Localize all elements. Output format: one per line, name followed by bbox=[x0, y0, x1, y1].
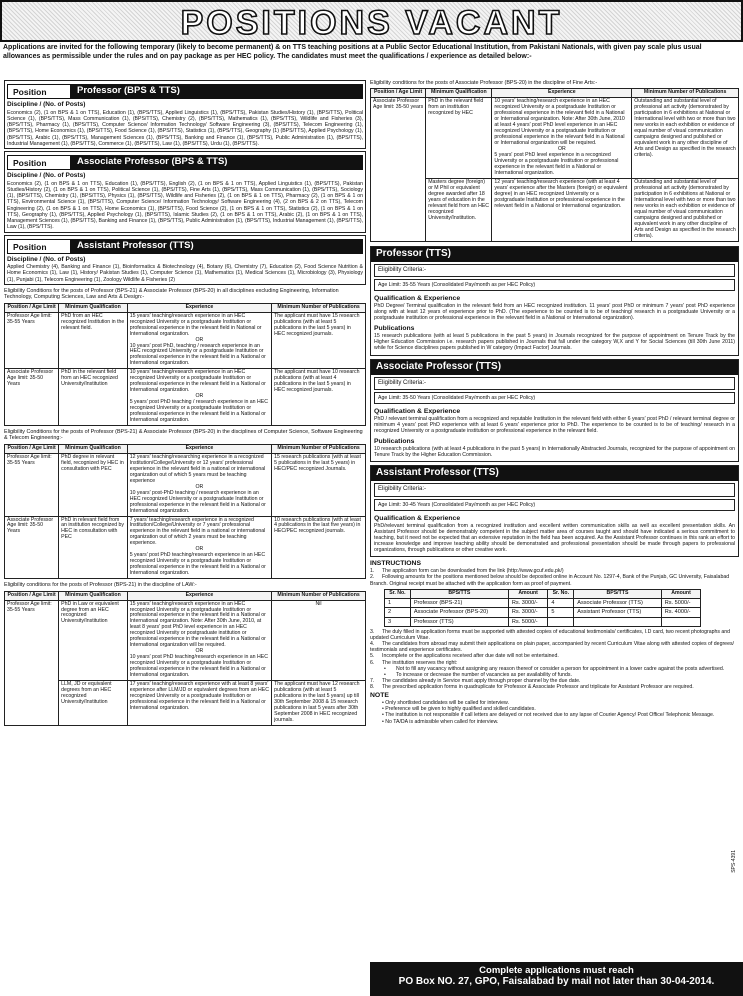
experience-option: 12 years' teaching/research experience (with at least 4 years' experience after the Masters (foreign) or equivalent degree) in an HEC recognized University or a postgraduate Institution or professional experience in the relevant field in a National or International organization. bbox=[494, 178, 628, 209]
qualification-cell: PhD degree in relevant field, recognized by HEC in consultation with PEC bbox=[59, 453, 128, 516]
or-divider: OR bbox=[557, 146, 566, 153]
col-header: Experience bbox=[127, 591, 271, 600]
experience-cell bbox=[492, 178, 632, 241]
position-title: Assistant Professor (TTS) bbox=[71, 239, 363, 254]
discipline-list: Economics (2), (1 on BPS & 1 on TTS), Education (1), (BPS/TTS), Applied Linguistics (1), (BPS/TTS), Pakistan Studies/History (1), (BPS/TTS), Political Science (1), (BPS/TTS), Mass Communication (1), (BPS/TTS), Chemistry (2), (BPS/TTS), Mathematics (1), (BPS/TTS), Wildlife and Fisheries (3), (BPS/TTS), Pharmacy (1), (BPS/TTS), Computer Science/ Information Technology/ Software Engineering (3), (BPS/TTS), Telecom Engineering (1), (BPS/TTS), Home Economics (1), (BPS/TTS), Food Science (1), (BPS/TTS), Statistics (1), (BPS/TTS), Geography (1) (BPS/TTS), Applied Psychology (1), (BPS/TTS), Arabic (1), (BPS/TTS), Management Sciences (1), (BPS/TTS), Banking and Finance (1), (BPS/TTS), Public Administration (1), (BPS/TTS), Industrial Management (1), (BPS/TTS), Commerce (1), (BPS/TTS), Law (1), (BPS/TTS), Urdu (1), (BPS/TTS). bbox=[7, 109, 363, 147]
experience-cell bbox=[127, 453, 271, 516]
tts-assistant-block bbox=[370, 465, 739, 557]
note-item: • Preference will be given to highly qualified and skilled candidates. bbox=[382, 706, 536, 713]
eligibility-table-computing bbox=[4, 444, 366, 579]
table-caption: Eligibility conditions for the posts of Associate Professor (BPS-20) in the discipline of Fine Arts:- bbox=[370, 80, 598, 86]
instruction-item: • Not to fill any vacancy without assigning any reason thereof or consider a person for appointment in a lower cadre against the posts advertised. bbox=[384, 665, 725, 672]
eligibility-table-fine-arts bbox=[370, 88, 739, 241]
table-row bbox=[5, 600, 366, 681]
table-row bbox=[5, 453, 366, 516]
section-title: Professor (TTS) bbox=[371, 247, 738, 262]
position-block-associate bbox=[4, 151, 366, 233]
position-cell: Associate Professor Age limit: 35-50 years bbox=[371, 98, 426, 241]
eligibility-table-general bbox=[4, 303, 366, 426]
col-header: Minimum Qualification bbox=[59, 303, 128, 312]
discipline-heading: Discipline / (No. of Posts) bbox=[7, 255, 86, 263]
section-title: Assistant Professor (TTS) bbox=[371, 466, 738, 481]
position-label: Position bbox=[7, 155, 71, 170]
position-cell: Associate Professor Age limit: 35-50 Years bbox=[5, 369, 59, 426]
position-title: Professor (BPS & TTS) bbox=[71, 84, 363, 99]
note-item: • The institution is not responsible if call letters are delayed or not received due to any lapse of Courier Agency/ Post Office/ Telephonic Message. bbox=[382, 712, 715, 719]
age-limit: Age Limit: 35-55 Years (Consolidated Pay/month as per HEC Policy) bbox=[374, 279, 735, 291]
qualification-text: PhD Degree/ Terminal qualification in the relevant field from an HEC recognized institution. 11 years' post PhD or minimum 7 years' post PhD experience along with at least 12 years of experience prior to PhD. (The experience to be counted is to be of teaching/ research in a postgraduate University or a postgraduate institution or professional experience in the relevant field in a National or International organization). bbox=[374, 302, 735, 322]
left-column bbox=[4, 80, 366, 962]
col-header: Experience bbox=[127, 303, 271, 312]
instruction-item: 8. The prescribed application forms in quadruplicate for Professor & Associate Professor and triplicate for Assistant Professor are required. bbox=[370, 684, 694, 691]
age-limit: Age Limit: 35-50 Years (Consolidated Pay/month as per HEC Policy) bbox=[374, 392, 735, 404]
qualification-cell: Masters degree (foreign) or M Phil or equivalent degree awarded after 18 years of education in the relevant field from an HEC recognized University/Institution. bbox=[426, 178, 492, 241]
col-header: Minimum Qualification bbox=[59, 444, 128, 453]
experience-option: 10 years' post PhD, teaching / research experience in an HEC recognized University or a postgraduate Institution or professional experience in the relevant field in a National or International organization. bbox=[129, 342, 266, 367]
table-row: 2 Associate Professor (BPS-20) Rs. 3000/- 5 Assistant Professor (TTS) Rs. 4000/- bbox=[385, 608, 701, 617]
col-header: Sr. No. bbox=[548, 589, 574, 598]
qualification-cell: PhD in the relevant field from an institution recognized by HEC bbox=[426, 98, 492, 179]
experience-option: 10 years' post-PhD teaching / research experience in an HEC recognized University or a postgraduate Institution or professional experience in the relevant field in a National or International organization. bbox=[129, 489, 266, 514]
col-header: Experience bbox=[127, 444, 271, 453]
col-header: Minimum Number of Publications bbox=[632, 89, 739, 98]
col-header: Minimum Number of Publications bbox=[272, 444, 366, 453]
table-caption: Eligibility conditions for the posts of Professor (BPS-21) in the discipline of LAW:- bbox=[4, 582, 197, 589]
experience-option: 15 years' teaching/research experience in an HEC recognized University or a postgraduate Institution or professional experience in the relevant field in a National or International organization. Note: After 30th June, 2010, at least 8 years' post PhD level experience in an HEC recognized University or postgraduate institution or professional experience in the relevant field in a National or International organization will be required. bbox=[129, 600, 266, 649]
col-header: BPS/TTS bbox=[574, 589, 662, 598]
experience-cell bbox=[127, 681, 271, 726]
table-row bbox=[5, 369, 366, 426]
publications-cell: Outstanding and substantial level of professional art activity (demonstrated by participation in 6 exhibitions at National or International level with two or more than two new works in each exhibition or evidence of equal number of visual communication campaigns designed and published or equivalent work in any other discipline of Arts and Design as specified in the research criteria). bbox=[632, 98, 739, 179]
qualification-text: PhD / relevant terminal qualification from a recognized and reputable Institution in the relevant field with either 6 years' post PhD / relevant terminal degree or minimum 4 years' post PhD experience with at least 6 years' experience prior to PhD. The experience to be counted is to be of teaching/ research in a recognized University or a postgraduate institution or professional experience in the relevant field. bbox=[374, 415, 735, 435]
eligibility-label: Eligibility Criteria:- bbox=[374, 264, 735, 277]
instruction-item: 6. The institution reserves the right: bbox=[370, 659, 458, 666]
qualification-heading: Qualification & Experience bbox=[374, 294, 461, 302]
reference-code: SPS-4391 bbox=[731, 850, 737, 873]
experience-cell bbox=[127, 600, 271, 681]
publications-cell: The applicant must have 15 research publications (with at least 5 publications in the last 5 years) in HEC recognized journals. bbox=[272, 312, 366, 369]
experience-cell bbox=[127, 369, 271, 426]
publications-cell: Nil bbox=[272, 600, 366, 681]
tts-associate-block bbox=[370, 359, 739, 463]
instructions-heading: INSTRUCTIONS bbox=[370, 560, 421, 568]
instruction-item: 5. Incomplete or the applications received after due date will not be entertained. bbox=[370, 653, 559, 660]
instruction-item: 2. Following amounts for the positions mentioned below should be deposited online in Account No. 1297-4, Bank of the Punjab, GC University, Faisalabad Branch. Original receipt must be attached with the application form as proof of payment. bbox=[370, 574, 730, 587]
publications-cell: The applicant must have 12 research publications (with at least 5 publications in the last 5 years) up till 30th September 2008 & 15 research publications in last 5 years after 30th September 2008 in HEC recognized journals. bbox=[272, 681, 366, 726]
instruction-item: 7. The candidates already in Service must apply through proper channel by the due date. bbox=[370, 677, 581, 684]
eligibility-label: Eligibility Criteria:- bbox=[374, 377, 735, 390]
col-header: Minimum Number of Publications bbox=[272, 303, 366, 312]
col-header: Amount bbox=[508, 589, 548, 598]
publications-cell: The applicant must have 10 research publications (with at least 4 publications in the last 5 years) in HEC recognized journals. bbox=[272, 369, 366, 426]
publications-cell: Outstanding and substantial level of professional art activity (demonstrated by participation in 6 exhibitions at National or International level with two or more than two new works in each exhibition or evidence of equal number of visual communication campaigns designed and published or equivalent work in any other discipline of Arts and Design as specified in the research criteria). bbox=[632, 178, 739, 241]
experience-cell bbox=[127, 312, 271, 369]
qualification-cell: LLM, JD or equivalent degrees from an HEC recognized University/Institution bbox=[59, 681, 128, 726]
or-divider: OR bbox=[195, 648, 204, 655]
instruction-item: 4. The candidates from abroad may submit their applications on plain paper, accompanied by recent Curriculum Vitae along with attested copies of degrees/ testimonials and experience certificates. bbox=[370, 641, 734, 654]
or-divider: OR bbox=[195, 336, 204, 343]
footer-line: Complete applications must reach bbox=[479, 965, 634, 976]
position-cell: Professor Age limit: 35-55 Years bbox=[5, 600, 59, 725]
experience-option: 10 years' teaching/research experience in an HEC recognized University or a postgraduate Institution or professional experience in the relevant field in a National or International organization. Note: After 30th June, 2010 at least 4 years' post PhD level experience in an HEC recognized University or a postgraduate Institution or professional experience in the relevant field in a National or International organization will be required. bbox=[494, 98, 625, 147]
qualification-cell: PhD in Law or equivalent degree from an HEC recognized University/Institution bbox=[59, 600, 128, 681]
qualification-cell: PhD from an HEC recognized Institution in the relevant field. bbox=[59, 312, 128, 369]
or-divider: OR bbox=[195, 546, 204, 553]
experience-option: 10 years' teaching/research experience in an HEC recognized University or a postgraduate Institution or professional experience in the relevant field in a National or International organization. bbox=[129, 369, 266, 394]
right-column bbox=[370, 80, 739, 960]
col-header: Experience bbox=[492, 89, 632, 98]
header-banner bbox=[0, 0, 743, 42]
col-header: BPS/TTS bbox=[410, 589, 508, 598]
table-row bbox=[5, 516, 366, 579]
publications-heading: Publications bbox=[374, 438, 415, 446]
col-header: Minimum Qualification bbox=[59, 591, 128, 600]
experience-option: 5 years' post PhD teaching/research experience in an HEC recognized University or a postgraduate Institution or professional experience in the relevant field in a National or International organization. bbox=[129, 552, 266, 577]
qualification-cell: PhD in the relevant field from an HEC recognized University/Institution bbox=[59, 369, 128, 426]
position-cell: Associate Professor Age limit: 35-50 Years bbox=[5, 516, 59, 579]
age-limit: Age Limit: 30-45 Years (Consolidated Pay/month as per HEC Policy) bbox=[374, 499, 735, 511]
note-block bbox=[370, 692, 739, 725]
position-block-assistant bbox=[4, 235, 366, 285]
table-row bbox=[5, 312, 366, 369]
publications-cell: 10 research publications (with at least 4 publications in the last five years) in HEC/PEC recognized journals. bbox=[272, 516, 366, 579]
footer-deadline: PO Box NO. 27, GPO, Faisalabad by mail not later than 30-04-2014. bbox=[398, 976, 715, 988]
table-row: 1 Professor (BPS-21) Rs. 3000/- 4 Associate Professor (TTS) Rs. 5000/- bbox=[385, 598, 701, 607]
page-title: POSITIONS VACANT bbox=[180, 4, 563, 42]
position-title: Associate Professor (BPS & TTS) bbox=[71, 155, 363, 170]
experience-option: 10 years' post PhD teaching/research experience in an HEC recognized University or a postgraduate Institution or professional experience in the relevant field in a National or International organization. bbox=[129, 654, 268, 679]
experience-option: 5 years' post PhD level experience in a recognized University or a postgraduate Institution or professional experience in the relevant field in a National or International organization. bbox=[494, 152, 619, 176]
instruction-item: 3. The duly filled in application forms must be supported with attested copies of educational testimonials/ certificates, I.D card, two recent photographs and updated Curriculum Vitae. bbox=[370, 628, 731, 642]
table-row bbox=[371, 98, 739, 179]
experience-option: 7 years' teaching/research experience in a recognized Institution/College/University or 7 years' professional experience in the relevant field in a national or international organization out of which 2 years must be teaching experience. bbox=[129, 516, 266, 547]
discipline-list: Economics (2), (1 on BPS & 1 on TTS), Education (1), (BPS/TTS), English (2), (1 on BPS & 1 on TTS), Applied Linguistics (1), (BPS/TTS), Pakistan Studies/History (2), (1 on BPS & 1 on TTS), Political Science (1), (BPS/TTS), Fine Arts (1), (BPS/TTS), Mass Communication (1), (BPS/TTS), Sociology (1), (BPS/TTS), Chemistry (1), (BPS/TTS), Physics (1), (BPS/TTS), Wildlife and Fisheries (2), (1 on BPS & 1 on TTS), Pharmacy (2), (1 on BPS & 1 on TTS), Environmental Science (1), (BPS/TTS), Computer Science/ Information Technology/ Software Engineering (4), (2 on BPS & 2 on TTS), Telecom Engineering (2), (1 on BPS & 1 on TTS), Home Economics (1), (BPS/TTS), Food Science (2), (1 on BPS & 1 on TTS), Statistics (2), (1 on BPS & 1 on TTS), Geography (1), (BPS/TTS), Applied Psychology (1), (BPS/TTS), Islamic Studies (2), (1 on BPS & 1 on TTS), Arabic (2), (1 on BPS & 1 on TTS), Management Sciences (1), (BPS/TTS), Banking and Finance (1), (BPS/TTS), Public Administration (1), (BPS/TTS), Industrial Management (1), (BPS/TTS), Law (1), (BPS/TTS). bbox=[7, 180, 363, 231]
table-row bbox=[371, 178, 739, 241]
eligibility-table-law bbox=[4, 591, 366, 726]
publications-cell: 15 research publications (with at least 5 publications in the last 5 years) in HEC/PEC recognized Journals. bbox=[272, 453, 366, 516]
col-header: Sr. No. bbox=[385, 589, 411, 598]
col-header: Minimum Qualification bbox=[426, 89, 492, 98]
col-header: Position / Age Limit bbox=[5, 591, 59, 600]
instruction-item: 1. The application form can be downloaded from the link (http://www.gcuf.edu.pk/) bbox=[370, 568, 564, 575]
qualification-cell: PhD in relevant field from an institution recognized by HEC in consultation with PEC bbox=[59, 516, 128, 579]
position-label: Position bbox=[7, 239, 71, 254]
col-header: Position / Age Limit bbox=[371, 89, 426, 98]
qualification-text: PhD/relevant terminal qualification from a recognized institution and excellent written communication skills as well as excellent presentation skills. An Assistant Professor should be demonstrably competent in the subject matter area of courses taught and should have indicated a serious commitment to teaching, but it need not be expected that an extensive reputation in the field has been acquired. As the Assistant Professor continues in this rank an effort to increase knowledge and improve teaching ability should be demonstrated and professional presentation should be made through papers to professional organizations, through publications or other creative work. bbox=[374, 522, 735, 554]
footer-banner bbox=[370, 962, 743, 996]
note-item: • Only shortlisted candidates will be called for interview. bbox=[382, 700, 509, 707]
or-divider: OR bbox=[195, 393, 204, 400]
publications-text: 15 research publications (with at least 5 publications in the past 5 years) in Journals recognized for the purpose of appointment on Tenure Track by the Higher Education Commission i.e. research papers published in Journals that fall under the category W,X and Y for Social Sciences (till 30th June 2011) while for Science disciplines papers published in W category (Impact Factor) Journals. bbox=[374, 333, 735, 352]
publications-text: 10 research publications (with at least 4 publications in the past 5 years) in Internationally Abstracted Journals, recognized for the purpose of appointment on Tenure Track by the Higher Education Commission. bbox=[374, 446, 735, 459]
fee-table bbox=[384, 589, 701, 627]
table-caption: Eligibility Conditions for the posts of Professor (BPS-21) & Associate Professor (BPS-20) in all disciplines excluding Engineering, Information Technology, Computing Sciences, Law and Arts & Design:- bbox=[4, 287, 339, 301]
table-row: 3 Professor (TTS) Rs. 5000/- bbox=[385, 617, 701, 626]
experience-cell bbox=[127, 516, 271, 579]
position-cell: Professor Age limit: 35-55 Years bbox=[5, 312, 59, 369]
tts-professor-block bbox=[370, 246, 739, 356]
table-caption: Eligibility Conditions for the posts of Professor (BPS-21) & Associate Professor (BPS-20) in the disciplines of Computer Science, Software Engineering & Telecom Engineering:- bbox=[4, 429, 363, 442]
discipline-list: Applied Chemistry (4), Banking and Finance (1), Bioinformatics & Biotechnology (4), Botany (6), Chemistry (7), Education (2), Food Science Nutrition & Home Economics (1), Law (1), History/ Pakistan Studies (1), Computer Science (1), Mathematics (1), Medical Sciences (1), Microbiology (3), Physiology (1), Punjabi (1), Telecom Engineering (1), Zoology Wildlife & Fisheries (2) bbox=[7, 264, 363, 283]
table-row bbox=[5, 681, 366, 726]
eligibility-label: Eligibility Criteria:- bbox=[374, 483, 735, 496]
section-title: Associate Professor (TTS) bbox=[371, 360, 738, 375]
experience-option: 5 years' post PhD teaching / research experience in an HEC recognized University or a postgraduate Institution or professional experience in the relevant field in a National or International organization. bbox=[129, 399, 268, 424]
experience-option: 12 years' teaching/researching experience in a recognized Institution/College/University or 12 years' professional experience in the relevant field in a national or international organization out of which 5 years must be teaching experience bbox=[129, 453, 266, 484]
note-item: • No TA/DA is admissible when called for interview. bbox=[382, 718, 499, 725]
qualification-heading: Qualification & Experience bbox=[374, 514, 461, 522]
experience-cell bbox=[492, 98, 632, 179]
instruction-item: • To increase or decrease the number of vacancies as per availability of funds. bbox=[384, 671, 572, 678]
position-block-professor bbox=[4, 80, 366, 149]
experience-option: 15 years' teaching/research experience in an HEC recognized University or a postgraduate Institution or professional experience in the relevant field in National or International organization. bbox=[129, 312, 262, 337]
experience-option: 17 years' teaching/research experience with at least 8 years' experience after LLM/JD or equivalent degrees from an HEC recognized University or a postgraduate Institution or professional experience in the relevant field in a National or International organization. bbox=[129, 681, 269, 712]
col-header: Position / Age Limit bbox=[5, 303, 59, 312]
col-header: Minimum Number of Publications bbox=[272, 591, 366, 600]
note-heading: NOTE bbox=[370, 692, 389, 700]
publications-heading: Publications bbox=[374, 325, 415, 333]
position-cell: Professor Age limit: 35-55 Years bbox=[5, 453, 59, 516]
discipline-heading: Discipline / (No. of Posts) bbox=[7, 172, 86, 180]
position-label: Position bbox=[7, 84, 71, 99]
discipline-heading: Discipline / (No. of Posts) bbox=[7, 101, 86, 108]
or-divider: OR bbox=[195, 483, 204, 490]
intro-text: Applications are invited for the following temporary (likely to become permanent) & on TTS teaching positions at a Public Sector Educational Institution, from Pakistani Nationals, with given pay scale plus usual allowances as permissible under the rules and on pay package as per HEC policy. The candidates must meet the qualifications / experience as detailed below:- bbox=[3, 44, 702, 60]
instructions-block bbox=[370, 560, 739, 690]
qualification-heading: Qualification & Experience bbox=[374, 407, 461, 415]
col-header: Position / Age Limit bbox=[5, 444, 59, 453]
col-header: Amount bbox=[661, 589, 701, 598]
